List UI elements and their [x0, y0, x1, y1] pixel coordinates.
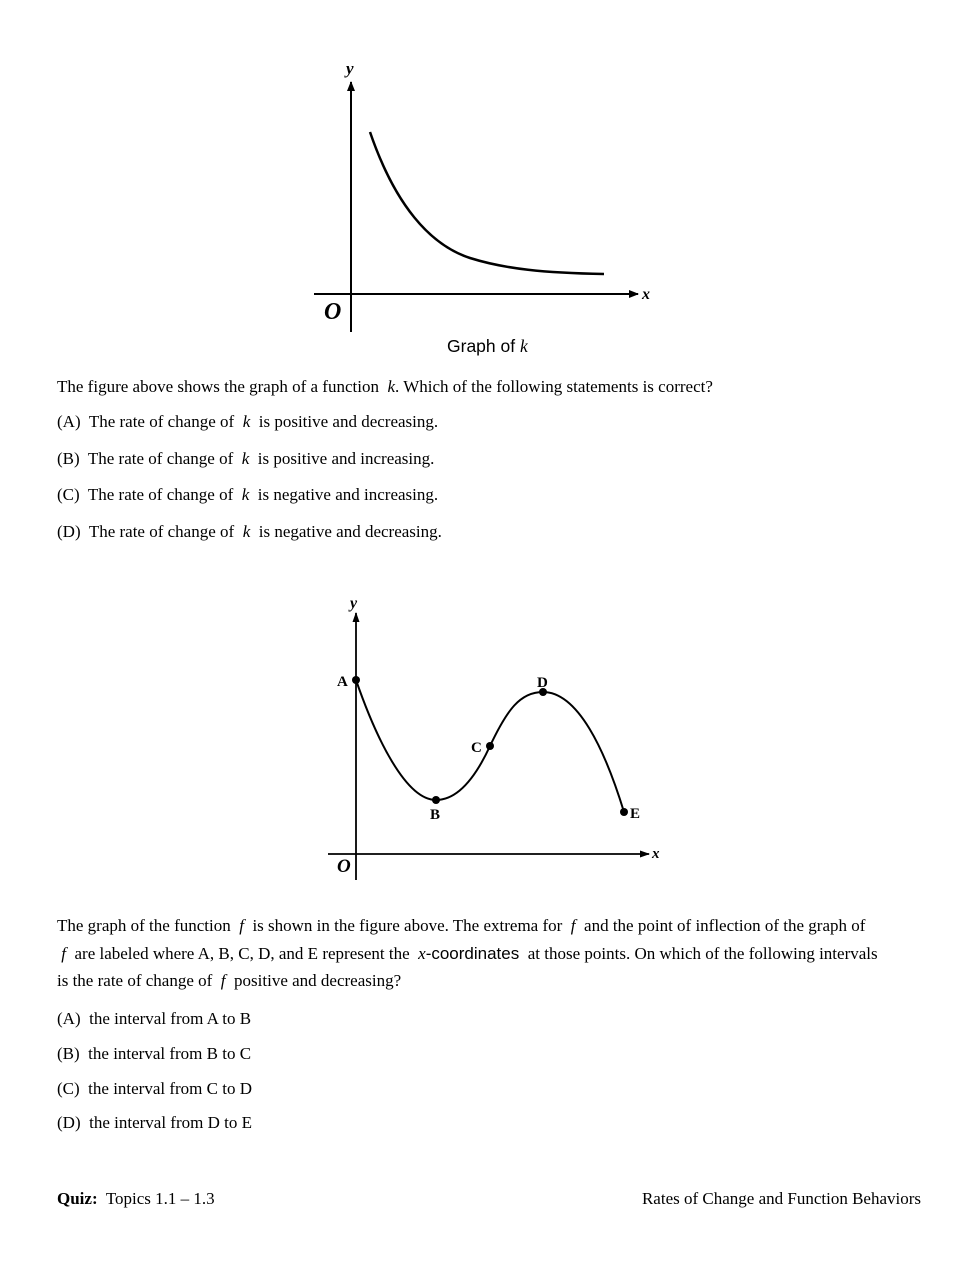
origin-label: O: [337, 856, 351, 877]
point-e-label: E: [630, 806, 641, 822]
point-e: [620, 808, 628, 816]
y-axis-label: y: [350, 595, 358, 612]
origin-label: O: [324, 299, 342, 325]
quiz-topics: Topics 1.1 – 1.3: [105, 1189, 215, 1208]
question2-stem-line2: f are labeled where A, B, C, D, and E represent the x-coordinates at those points. On which of the following intervals: [61, 943, 878, 963]
x-axis-label: x: [642, 286, 650, 303]
footer-right-title: Rates of Change and Function Behaviors: [641, 1189, 921, 1208]
question2-choice-b[interactable]: (B) the interval from B to C: [57, 1044, 252, 1063]
footer-left: [57, 1189, 215, 1209]
question1-stem: The figure above shows the graph of a function k. Which of the following statements is correct?: [57, 377, 713, 396]
point-c-label: C: [471, 740, 482, 756]
point-c: [486, 742, 494, 750]
question1-choice-a[interactable]: (A) The rate of change of k is positive and decreasing.: [57, 412, 439, 431]
point-a-label: A: [337, 674, 348, 690]
question1-choice-c[interactable]: (C) The rate of change of k is negative and increasing.: [57, 485, 439, 504]
point-b: [432, 796, 440, 804]
x-axis-label: x: [652, 846, 660, 862]
figure1-caption: Graph of k: [447, 336, 528, 356]
quiz-label: Quiz:: [57, 1189, 98, 1208]
point-a: [352, 676, 360, 684]
y-axis-label: y: [346, 59, 354, 78]
figure-graph-f: [320, 590, 680, 885]
curve-k: [370, 132, 604, 274]
question2-stem-line3: is the rate of change of f positive and decreasing?: [57, 971, 402, 990]
question2-choice-d[interactable]: (D) the interval from D to E: [57, 1113, 252, 1132]
question2-choice-a[interactable]: (A) the interval from A to B: [57, 1009, 252, 1028]
question2-stem-line1: The graph of the function f is shown in the figure above. The extrema for f and the point of inflection of the graph of: [57, 916, 866, 935]
question2-choice-c[interactable]: (C) the interval from C to D: [57, 1079, 252, 1098]
question2-stem: [57, 912, 927, 995]
point-d-label: D: [537, 675, 548, 691]
point-b-label: B: [430, 807, 441, 823]
question1-choice-b[interactable]: (B) The rate of change of k is positive and increasing.: [57, 449, 435, 468]
question1-choice-d[interactable]: (D) The rate of change of k is negative and decreasing.: [57, 522, 442, 541]
figure-graph-k: [300, 55, 680, 340]
